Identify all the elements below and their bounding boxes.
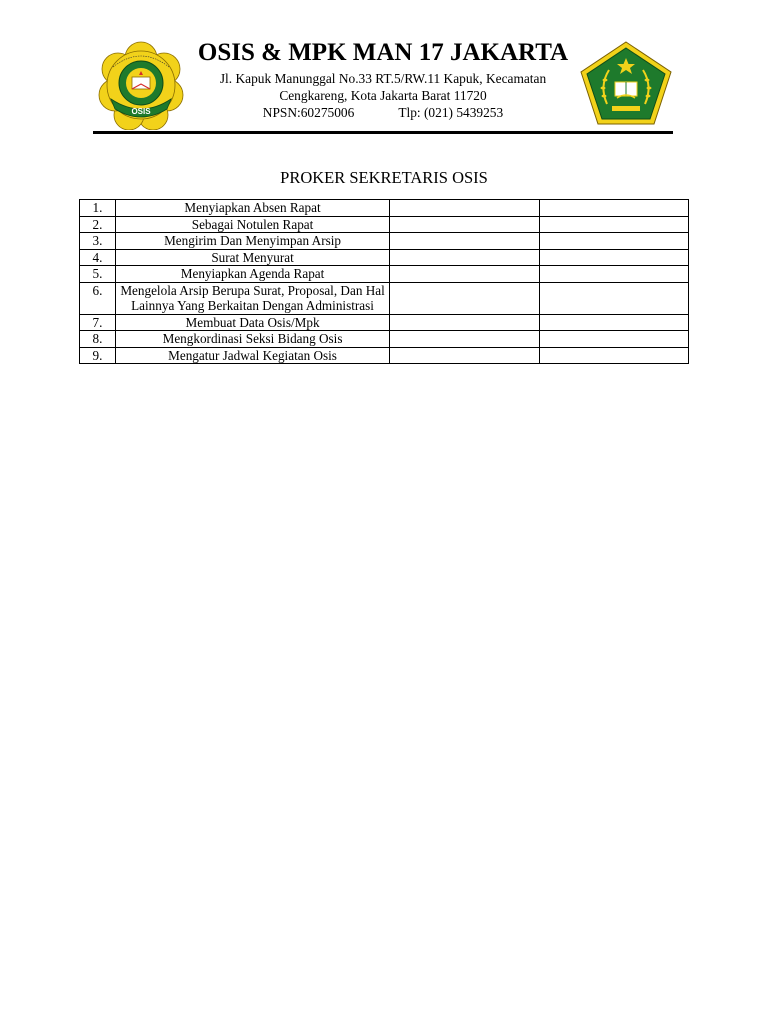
activity-cell: Mengkordinasi Seksi Bidang Osis <box>115 331 389 348</box>
empty-cell <box>390 249 539 266</box>
proker-table-body <box>80 200 689 364</box>
activity-cell: Sebagai Notulen Rapat <box>115 216 389 233</box>
activity-cell: Mengirim Dan Menyimpan Arsip <box>115 233 389 250</box>
empty-cell <box>539 266 688 283</box>
row-number: 3. <box>80 233 116 250</box>
empty-cell <box>539 347 688 364</box>
proker-table <box>79 199 689 364</box>
header-divider <box>93 131 673 134</box>
row-number: 8. <box>80 331 116 348</box>
empty-cell <box>539 216 688 233</box>
activity-cell: Mengelola Arsip Berupa Surat, Proposal, Dan Hal Lainnya Yang Berkaitan Dengan Administrasi <box>115 282 389 314</box>
table-row <box>80 249 689 266</box>
table-row <box>80 314 689 331</box>
activity-cell: Menyiapkan Absen Rapat <box>115 200 389 217</box>
table-row <box>80 233 689 250</box>
empty-cell <box>539 331 688 348</box>
address-line-1: Jl. Kapuk Manunggal No.33 RT.5/RW.11 Kapuk, Kecamatan <box>219 71 547 86</box>
table-row <box>80 200 689 217</box>
row-number: 7. <box>80 314 116 331</box>
table-row <box>80 282 689 314</box>
empty-cell <box>390 331 539 348</box>
activity-cell: Menyiapkan Agenda Rapat <box>115 266 389 283</box>
empty-cell <box>539 314 688 331</box>
empty-cell <box>539 249 688 266</box>
empty-cell <box>539 282 688 314</box>
table-row <box>80 216 689 233</box>
activity-cell: Surat Menyurat <box>115 249 389 266</box>
activity-cell: Membuat Data Osis/Mpk <box>115 314 389 331</box>
empty-cell <box>390 266 539 283</box>
contact-line <box>185 104 581 121</box>
empty-cell <box>539 233 688 250</box>
organization-title: OSIS & MPK MAN 17 JAKARTA <box>197 39 569 66</box>
letterhead-text <box>185 36 581 121</box>
phone-text: Tlp: (021) 5439253 <box>398 105 504 120</box>
npsn-text: NPSN:60275006 <box>262 105 355 120</box>
table-row <box>80 331 689 348</box>
row-number: 9. <box>80 347 116 364</box>
osis-logo-text: OSIS <box>131 107 151 116</box>
address-line-2: Cengkareng, Kota Jakarta Barat 11720 <box>279 88 487 103</box>
empty-cell <box>390 347 539 364</box>
empty-cell <box>390 314 539 331</box>
empty-cell <box>390 200 539 217</box>
letterhead <box>93 36 673 134</box>
row-number: 6. <box>80 282 116 314</box>
empty-cell <box>539 200 688 217</box>
document-title: PROKER SEKRETARIS OSIS <box>280 168 488 187</box>
madrasah-logo <box>579 40 673 126</box>
empty-cell <box>390 282 539 314</box>
row-number: 2. <box>80 216 116 233</box>
activity-cell: Mengatur Jadwal Kegiatan Osis <box>115 347 389 364</box>
row-number: 1. <box>80 200 116 217</box>
empty-cell <box>390 233 539 250</box>
empty-cell <box>390 216 539 233</box>
table-row <box>80 266 689 283</box>
row-number: 4. <box>80 249 116 266</box>
row-number: 5. <box>80 266 116 283</box>
table-row <box>80 347 689 364</box>
